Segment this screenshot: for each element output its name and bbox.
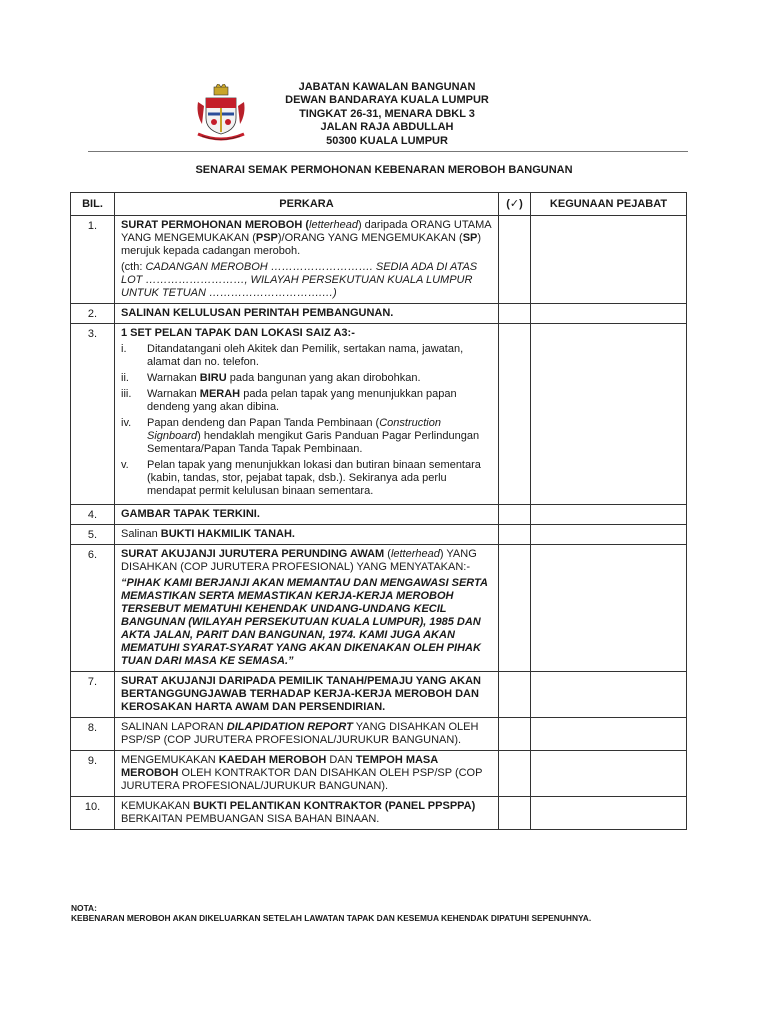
row-item: MENGEMUKAKAN KAEDAH MEROBOH DAN TEMPOH MASA MEROBOH OLEH KONTRAKTOR DAN DISAHKAN OLEH PSP/SP (COP JURUTERA PROFESIONAL/JURUKUR BANGUNAN). xyxy=(115,751,499,797)
row-number: 3. xyxy=(71,324,115,505)
header-check: (✓) xyxy=(499,193,531,216)
table-row xyxy=(71,797,687,830)
checklist-table xyxy=(70,192,687,830)
address-line: JABATAN KAWALAN BANGUNAN xyxy=(298,81,476,93)
row-item: SURAT PERMOHONAN MEROBOH (letterhead) daripada ORANG UTAMA YANG MENGEMUKAKAN (PSP)/ORANG YANG MENGEMUKAKAN (SP) merujuk kepada cadangan meroboh. (cth: CADANGAN MEROBOH ………………………. SEDIA ADA DI ATAS LOT ………………………, WILAYAH PERSEKUTUAN KUALA LUMPUR UNTUK TETUAN ………………………….…) xyxy=(115,216,499,304)
row-item: SALINAN KELULUSAN PERINTAH PEMBANGUNAN. xyxy=(115,304,499,324)
table-row xyxy=(71,505,687,525)
table-row xyxy=(71,216,687,304)
checkbox-cell[interactable] xyxy=(499,751,531,797)
header-bil: BIL. xyxy=(71,193,115,216)
header-perkara: PERKARA xyxy=(115,193,499,216)
row-number: 9. xyxy=(71,751,115,797)
table-row xyxy=(71,718,687,751)
sub-item: i. Ditandatangani oleh Akitek dan Pemilik, sertakan nama, jawatan, alamat dan no. telefon. xyxy=(121,343,464,368)
row-number: 7. xyxy=(71,672,115,718)
sub-item: ii. Warnakan BIRU pada bangunan yang akan dirobohkan. xyxy=(121,372,421,384)
address-line: TINGKAT 26-31, MENARA DBKL 3 xyxy=(299,107,475,120)
table-row xyxy=(71,672,687,718)
office-use-cell[interactable] xyxy=(531,324,687,505)
table-header-row xyxy=(71,193,687,216)
footnote-text: KEBENARAN MEROBOH AKAN DIKELUARKAN SETELAH LAWATAN TAPAK DAN KESEMUA KEHENDAK DIPATUHI SEPENUHNYA. xyxy=(71,913,592,923)
sub-item: iii. Warnakan MERAH pada pelan tapak yang menunjukkan papan dendeng yang akan dibina. xyxy=(121,388,457,413)
letterhead xyxy=(0,78,768,158)
checkbox-cell[interactable] xyxy=(499,216,531,304)
row-item: 1 SET PELAN TAPAK DAN LOKASI SAIZ A3:- i. Ditandatangani oleh Akitek dan Pemilik, sertakan nama, jawatan, alamat dan no. telefon. ii. Warnakan BIRU pada bangunan yang akan dirobohkan. iii. Warnakan MERAH pada pelan tapak yang menunjukkan papan dendeng yang akan dibina. iv. Papan dendeng dan Papan Tanda Pembinaan (Construction Signboard) hendaklah mengikut Garis Panduan Pagar Perlindungan Sementara/Papan Tanda Tapak Pembinaan. v. Pelan tapak yang menunjukkan lokasi dan butiran binaan sementara (kabin, tandas, stor, pejabat tapak, dsb.). Sekiranya ada perlu mendapat permit kelulusan binaan sementara. xyxy=(115,324,499,505)
office-use-cell[interactable] xyxy=(531,718,687,751)
table-row xyxy=(71,324,687,505)
row-number: 6. xyxy=(71,545,115,672)
row-item: KEMUKAKAN BUKTI PELANTIKAN KONTRAKTOR (PANEL PPSPPA) BERKAITAN PEMBUANGAN SISA BAHAN BINAAN. xyxy=(115,797,499,830)
row-item: SURAT AKUJANJI JURUTERA PERUNDING AWAM (letterhead) YANG DISAHKAN (COP JURUTERA PROFESIONAL) YANG MENYATAKAN:- “PIHAK KAMI BERJANJI AKAN MEMANTAU DAN MENGAWASI SERTA MEMASTIKAN SERTA MEMASTIKAN KERJA-KERJA MEROBOH TERSEBUT MEMATUHI KEHENDAK UNDANG-UNDANG KECIL BANGUNAN (WILAYAH PERSEKUTUAN KUALA LUMPUR), 1985 DAN AKTA JALAN, PARIT DAN BANGUNAN, 1974. KAMI JUGA AKAN MEMATUHI SYARAT-SYARAT YANG AKAN DIKENAKAN OLEH PIHAK TUAN DARI MASA KE SEMASA.” xyxy=(115,545,499,672)
office-use-cell[interactable] xyxy=(531,304,687,324)
office-use-cell[interactable] xyxy=(531,797,687,830)
office-use-cell[interactable] xyxy=(531,216,687,304)
footnote xyxy=(71,903,591,923)
office-use-cell[interactable] xyxy=(531,751,687,797)
address-line: JALAN RAJA ABDULLAH xyxy=(320,121,454,134)
office-use-cell[interactable] xyxy=(531,545,687,672)
sub-item: iv. Papan dendeng dan Papan Tanda Pembinaan (Construction Signboard) hendaklah mengikut Garis Panduan Pagar Perlindungan Sementara/Papan Tanda Tapak Pembinaan. xyxy=(121,417,480,455)
header-kegunaan-pejabat: KEGUNAAN PEJABAT xyxy=(531,193,687,216)
page-title: SENARAI SEMAK PERMOHONAN KEBENARAN MEROBOH BANGUNAN xyxy=(195,164,573,176)
dbkl-crest-icon xyxy=(192,84,250,146)
row-number: 4. xyxy=(71,505,115,525)
checkbox-cell[interactable] xyxy=(499,505,531,525)
checkbox-cell[interactable] xyxy=(499,525,531,545)
row-item: Salinan BUKTI HAKMILIK TANAH. xyxy=(115,525,499,545)
row-number: 10. xyxy=(71,797,115,830)
row-item: SALINAN LAPORAN DILAPIDATION REPORT YANG DISAHKAN OLEH PSP/SP (COP JURUTERA PROFESIONAL/JURUKUR BANGUNAN). xyxy=(115,718,499,751)
table-row xyxy=(71,751,687,797)
row-item: SURAT AKUJANJI DARIPADA PEMILIK TANAH/PEMAJU YANG AKAN BERTANGGUNGJAWAB TERHADAP KERJA-KERJA MEROBOH DAN KEROSAKAN HARTA AWAM DAN PERSENDIRIAN. xyxy=(115,672,499,718)
row-item: GAMBAR TAPAK TERKINI. xyxy=(115,505,499,525)
office-address xyxy=(262,81,512,148)
checkbox-cell[interactable] xyxy=(499,324,531,505)
row-number: 2. xyxy=(71,304,115,324)
header-divider xyxy=(88,151,688,152)
undertaking-quote: “PIHAK KAMI BERJANJI AKAN MEMANTAU DAN MENGAWASI SERTA MEMASTIKAN SERTA MEMASTIKAN KERJA-KERJA MEROBOH TERSEBUT MEMATUHI KEHENDAK UNDANG-UNDANG KECIL BANGUNAN (WILAYAH PERSEKUTUAN KUALA LUMPUR), 1985 DAN AKTA JALAN, PARIT DAN BANGUNAN, 1974. KAMI JUGA AKAN MEMATUHI SYARAT-SYARAT YANG AKAN DIKENAKAN OLEH PIHAK TUAN DARI MASA KE SEMASA.” xyxy=(121,577,488,667)
address-line: DEWAN BANDARAYA KUALA LUMPUR xyxy=(285,94,489,107)
checkbox-cell[interactable] xyxy=(499,797,531,830)
address-line: 50300 KUALA LUMPUR xyxy=(326,134,448,147)
table-row xyxy=(71,525,687,545)
office-use-cell[interactable] xyxy=(531,672,687,718)
office-use-cell[interactable] xyxy=(531,505,687,525)
checkbox-cell[interactable] xyxy=(499,545,531,672)
checkbox-cell[interactable] xyxy=(499,304,531,324)
row-number: 5. xyxy=(71,525,115,545)
checkbox-cell[interactable] xyxy=(499,672,531,718)
table-row xyxy=(71,304,687,324)
row-number: 1. xyxy=(71,216,115,304)
office-use-cell[interactable] xyxy=(531,525,687,545)
sub-item: v. Pelan tapak yang menunjukkan lokasi dan butiran binaan sementara (kabin, tandas, stor, pejabat tapak, dsb.). Sekiranya ada perlu mendapat permit kelulusan binaan sementara. xyxy=(121,459,481,497)
table-row xyxy=(71,545,687,672)
row-number: 8. xyxy=(71,718,115,751)
footnote-label: NOTA: xyxy=(71,903,97,913)
checkbox-cell[interactable] xyxy=(499,718,531,751)
